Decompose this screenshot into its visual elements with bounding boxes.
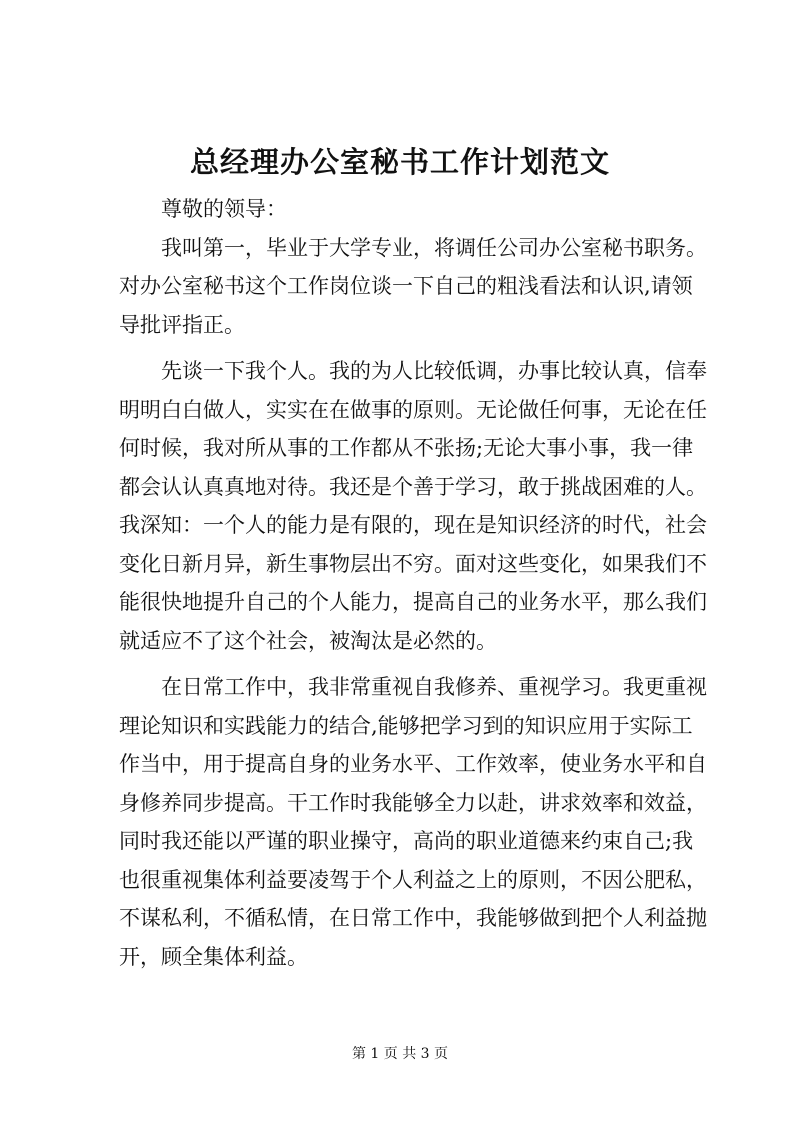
- paragraph: [119, 668, 707, 976]
- paragraph-line: 就适应不了这个社会，被淘汰是必然的。: [119, 628, 497, 653]
- paragraph-line: 身修养同步提高。干工作时我能够全力以赴，讲求效率和效益，: [119, 790, 707, 815]
- paragraph-line: 同时我还能以严谨的职业操守，高尚的职业道德来约束自己;我: [119, 829, 694, 853]
- paragraph-line: 开，顾全集体利益。: [119, 944, 308, 969]
- paragraph: [119, 229, 707, 345]
- page-footer: 第 1 页 共 3 页: [351, 1046, 449, 1062]
- paragraph-line: 我深知：一个人的能力是有限的，现在是知识经济的时代，社会: [119, 513, 707, 537]
- paragraph-line: 在日常工作中，我非常重视自我修养、重视学习。我更重视: [161, 675, 707, 699]
- paragraph-line: 我叫第一，毕业于大学专业，将调任公司办公室秘书职务。: [161, 235, 707, 260]
- paragraph-line: 导批评指正。: [119, 312, 245, 337]
- paragraph-line: 也很重视集体利益要凌驾于个人利益之上的原则，不因公肥私，: [119, 867, 707, 892]
- paragraph-line: 先谈一下我个人。我的为人比较低调，办事比较认真，信奉: [161, 359, 707, 383]
- paragraph-line: 都会认认真真地对待。我还是个善于学习，敢于挑战困难的人。: [119, 474, 707, 499]
- document-body: [119, 190, 707, 976]
- paragraph-line: 变化日新月异，新生事物层出不穷。面对这些变化，如果我们不: [119, 551, 707, 576]
- paragraph-line: 不谋私利，不循私情，在日常工作中，我能够做到把个人利益抛: [119, 906, 707, 930]
- paragraph-line: 对办公室秘书这个工作岗位谈一下自己的粗浅看法和认识,请领: [119, 274, 693, 298]
- paragraph-line: 何时候，我对所从事的工作都从不张扬;无论大事小事，我一律: [119, 436, 694, 460]
- salutation: 尊敬的领导：: [161, 197, 287, 221]
- document-title: 总经理办公室秘书工作计划范文: [189, 145, 610, 179]
- paragraph-line: 能很快地提升自己的个人能力，提高自己的业务水平，那么我们: [119, 590, 707, 614]
- paragraphs: [119, 229, 707, 977]
- paragraph: [119, 352, 707, 660]
- paragraph-line: 明明白白做人，实实在在做事的原则。无论做任何事，无论在任: [119, 397, 707, 422]
- paragraph-line: 理论知识和实践能力的结合,能够把学习到的知识应用于实际工: [119, 713, 693, 738]
- paragraph-line: 作当中，用于提高自身的业务水平、工作效率，使业务水平和自: [119, 752, 707, 776]
